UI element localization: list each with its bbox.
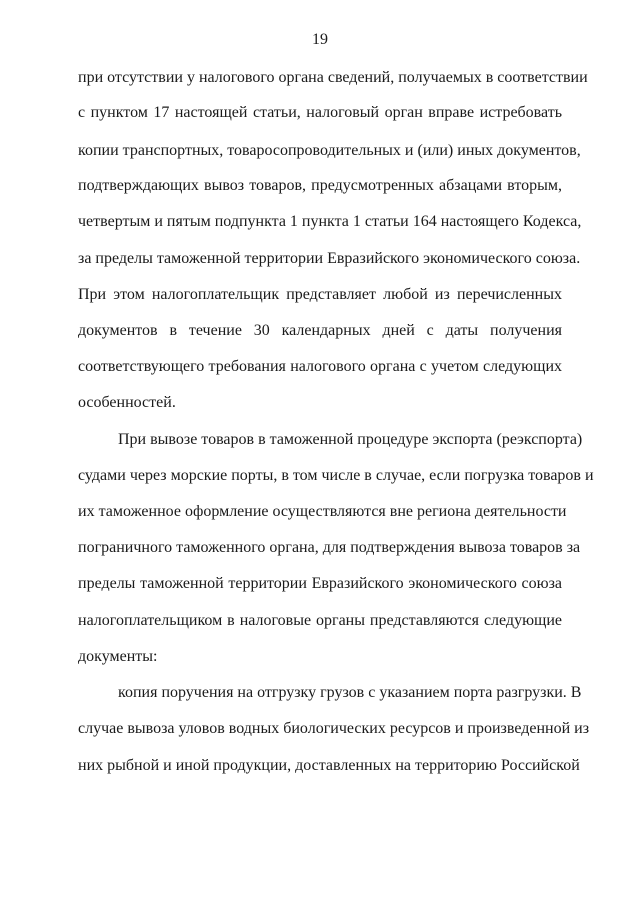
text-line: за пределы таможенной территории Евразийского экономического союза. [78, 250, 581, 267]
text-line: пограничного таможенного органа, для подтверждения вывоза товаров за [78, 539, 581, 556]
text-line: налогоплательщиком в налоговые органы представляются следующие [78, 612, 562, 629]
text-line: копия поручения на отгрузку грузов с указанием порта разгрузки. В [118, 684, 582, 701]
page-number: 19 [312, 31, 328, 48]
text-line: особенностей. [78, 394, 176, 411]
text-line: документов в течение 30 календарных дней с даты получения [78, 322, 562, 339]
text-line: документы: [78, 648, 158, 665]
text-line: судами через морские порты, в том числе в случае, если погрузка товаров и [78, 467, 594, 484]
text-line: с пунктом 17 настоящей статьи, налоговый орган вправе истребовать [78, 104, 562, 121]
text-line: случае вывоза уловов водных биологических ресурсов и произведенной из [78, 720, 590, 737]
text-line: их таможенное оформление осуществляются вне региона деятельности [78, 503, 567, 520]
text-line: При этом налогоплательщик представляет любой из перечисленных [78, 286, 562, 303]
text-line: соответствующего требования налогового органа с учетом следующих [78, 358, 562, 375]
text-line: них рыбной и иной продукции, доставленных на территорию Российской [78, 757, 580, 774]
text-line: при отсутствии у налогового органа сведений, получаемых в соответствии [78, 69, 588, 86]
text-line: При вывозе товаров в таможенной процедуре экспорта (реэкспорта) [118, 431, 583, 448]
text-line: четвертым и пятым подпункта 1 пункта 1 статьи 164 настоящего Кодекса, [78, 213, 582, 230]
text-line: пределы таможенной территории Евразийского экономического союза [78, 575, 562, 592]
text-line: подтверждающих вывоз товаров, предусмотренных абзацами вторым, [78, 177, 562, 194]
text-line: копии транспортных, товаросопроводительных и (или) иных документов, [78, 142, 581, 159]
